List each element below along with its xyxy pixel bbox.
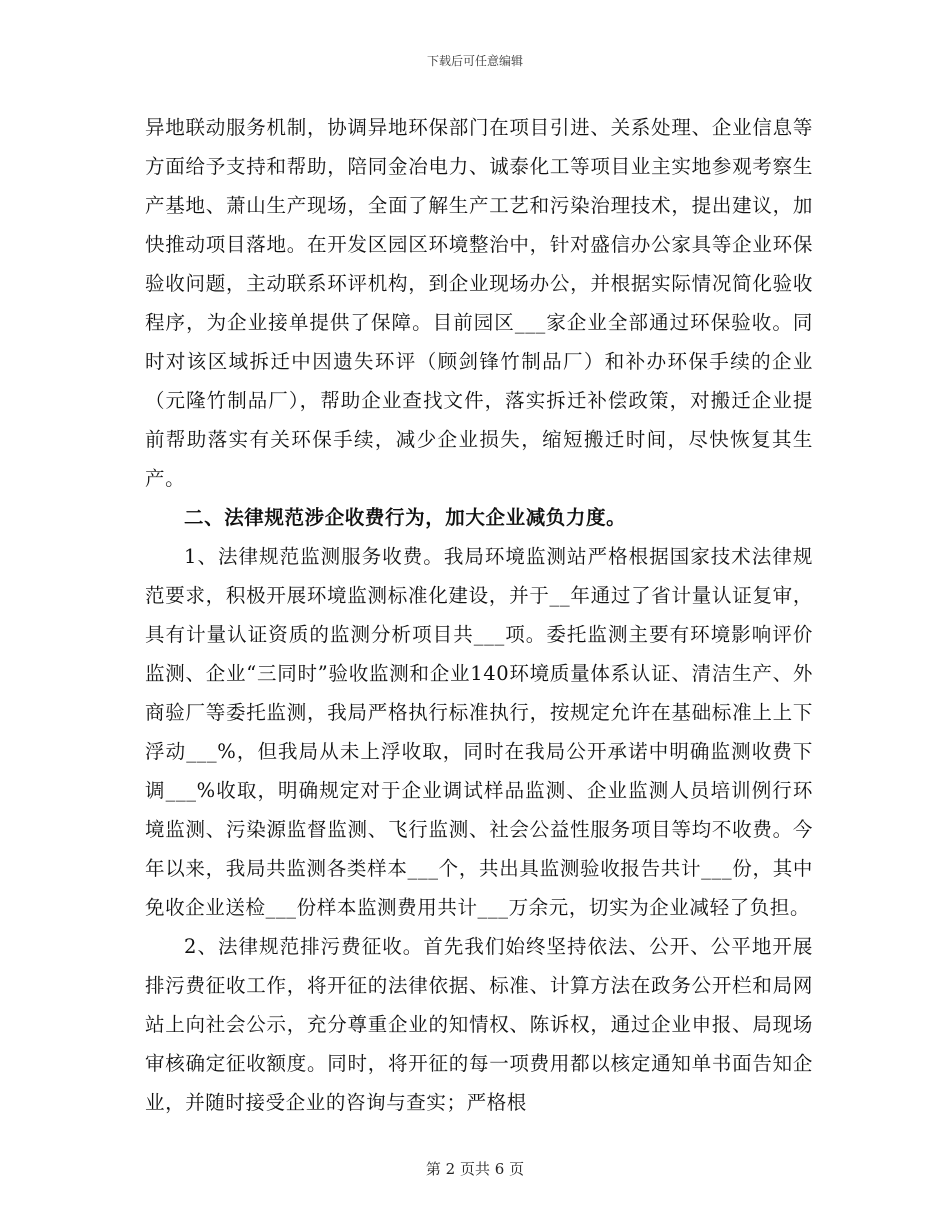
paragraph-pollution-fees: 2、法律规范排污费征收。首先我们始终坚持依法、公开、公平地开展排污费征收工作，将开征的法律依据、标准、计算方法在政务公开栏和局网站上向社会公示，充分尊重企业的知情权、陈诉权，通过企业申报、局现场审核确定征收额度。同时，将开征的每一项费用都以核定通知单书面告知企业，并随时接受企业的咨询与查实；严格根 (145, 935, 813, 1114)
page-header-note: 下载后可任意编辑 (426, 54, 523, 68)
page-number-footer: 第 2 页共 6 页 (425, 1160, 525, 1178)
section-heading-fees: 二、法律规范涉企收费行为，加大企业减负力度。 (184, 506, 627, 529)
paragraph-environmental-linkage: 异地联动服务机制，协调异地环保部门在项目引进、关系处理、企业信息等方面给予支持和帮助，陪同金冶电力、诚泰化工等项目业主实地参观考察生产基地、萧山生产现场，全面了解生产工艺和污染治理技术，提出建议，加快推动项目落地。在开发区园区环境整治中，针对盛信办公家具等企业环保验收问题，主动联系环评机构，到企业现场办公，并根据实际情况简化验收程序，为企业接单提供了保障。目前园区___家企业全部通过环保验收。同时对该区域拆迁中因遗失环评（顾剑锋竹制品厂）和补办环保手续的企业（元隆竹制品厂），帮助企业查找文件，落实拆迁补偿政策，对搬迁企业提前帮助落实有关环保手续，减少企业损失，缩短搬迁时间，尽快恢复其生产。 (145, 116, 813, 490)
document-body (145, 108, 813, 1122)
paragraph-monitoring-fees: 1、法律规范监测服务收费。我局环境监测站严格根据国家技术法律规范要求，积极开展环境监测标准化建设，并于__年通过了省计量认证复审，具有计量认证资质的监测分析项目共___项。委托监测主要有环境影响评价监测、企业“三同时”验收监测和企业140环境质量体系认证、清洁生产、外商验厂等委托监测，我局严格执行标准执行，按规定允许在基础标准上上下浮动___%，但我局从未上浮收取，同时在我局公开承诺中明确监测收费下调___%收取，明确规定对于企业调试样品监测、企业监测人员培训例行环境监测、污染源监督监测、飞行监测、社会公益性服务项目等均不收费。今年以来，我局共监测各类样本___个，共出具监测验收报告共计___份，其中免收企业送检___份样本监测费用共计___万余元，切实为企业减轻了负担。 (145, 545, 813, 919)
